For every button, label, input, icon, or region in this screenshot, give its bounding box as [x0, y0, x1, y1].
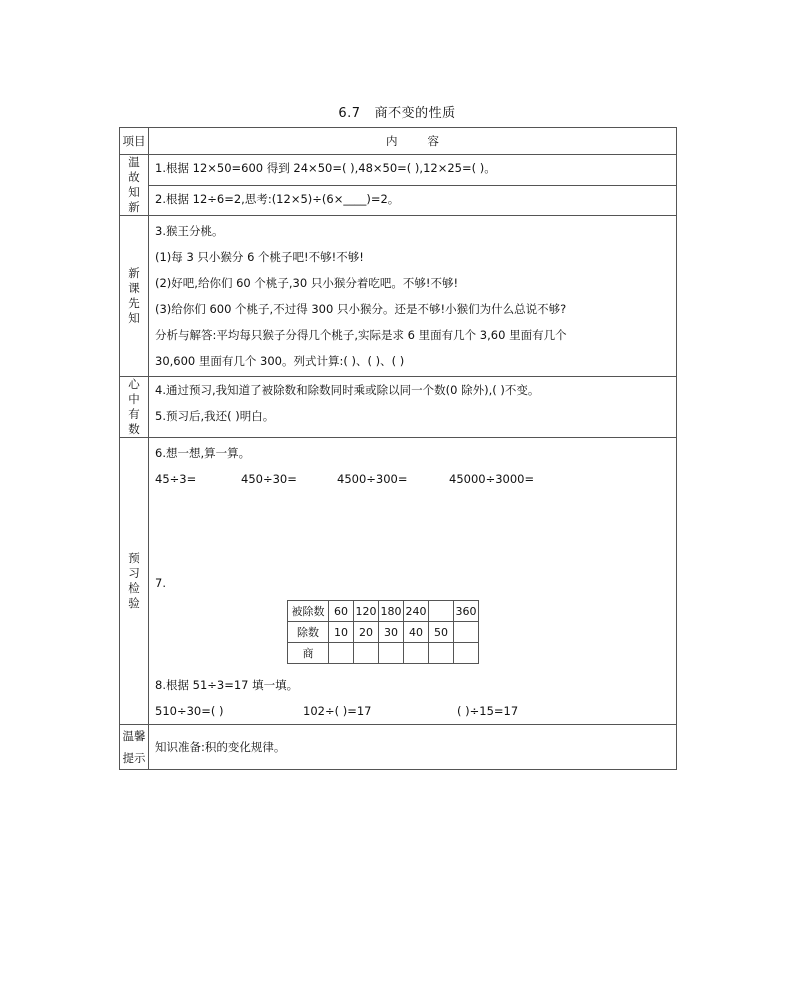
- question-4: 4.通过预习,我知道了被除数和除数同时乘或除以同一个数(0 除外),( )不变。: [155, 383, 540, 397]
- q7-cell: [329, 643, 354, 664]
- q7-cell: [404, 643, 429, 664]
- question-2: 2.根据 12÷6=2,思考:(12×5)÷(6×____)=2。: [155, 191, 400, 206]
- q7-cell: 360: [454, 601, 479, 622]
- q7-cell: 40: [404, 622, 429, 643]
- q3-line-1: (1)每 3 只小猴分 6 个桃子吧!不够!不够!: [155, 250, 364, 264]
- q3-analysis-1: 分析与解答:平均每只猴子分得几个桃子,实际是求 6 里面有几个 3,60 里面有几个: [155, 328, 567, 342]
- question-7: 7.: [155, 576, 166, 590]
- header-row: [120, 128, 677, 155]
- q7-table: [287, 600, 479, 664]
- q7-cell: 10: [329, 622, 354, 643]
- q7-cell: [454, 622, 479, 643]
- q7-row-divisor: [288, 622, 479, 643]
- calc-4: 45000÷3000=: [449, 472, 535, 486]
- q6-answer-space: [149, 492, 676, 570]
- check-row: [120, 438, 677, 725]
- question-1: 1.根据 12×50=600 得到 24×50=( ),48×50=( ),12×25=( )。: [155, 161, 496, 175]
- new-lesson-row: [120, 216, 677, 377]
- q6-calculations: [149, 466, 676, 492]
- heart-label: 心 中 有 数: [120, 377, 149, 438]
- q7-cell: [354, 643, 379, 664]
- q3-line-3: (3)给你们 600 个桃子,不过得 300 只小猴分。还是不够!小猴们为什么总说不够?: [155, 302, 567, 316]
- q7-cell: 60: [329, 601, 354, 622]
- calc-2: 450÷30=: [241, 472, 297, 486]
- q7-head-divisor: 除数: [288, 622, 329, 643]
- question-5: 5.预习后,我还( )明白。: [155, 409, 275, 423]
- question-8: 8.根据 51÷3=17 填一填。: [155, 678, 299, 692]
- header-content: 内 容: [149, 128, 677, 155]
- q7-cell: 240: [404, 601, 429, 622]
- q7-cell: 50: [429, 622, 454, 643]
- q7-head-quotient: 商: [288, 643, 329, 664]
- check-label: 预 习 检 验: [120, 438, 149, 725]
- calc-1: 45÷3=: [155, 472, 197, 486]
- q7-cell: 20: [354, 622, 379, 643]
- tip-row: [120, 725, 677, 770]
- q7-cell: [429, 601, 454, 622]
- new-lesson-label: 新 课 先 知: [120, 216, 149, 377]
- tip-label: 温馨 提示: [120, 725, 149, 770]
- q7-cell: [379, 643, 404, 664]
- q7-cell: [429, 643, 454, 664]
- calc-3: 4500÷300=: [337, 472, 408, 486]
- review-row-1: [120, 155, 677, 186]
- fill-3: ( )÷15=17: [457, 704, 519, 718]
- q7-cell: 30: [379, 622, 404, 643]
- question-6: 6.想一想,算一算。: [155, 446, 251, 460]
- tip-text: 知识准备:积的变化规律。: [155, 740, 286, 754]
- title-text: 商不变的性质: [374, 106, 456, 121]
- q3-line-2: (2)好吧,给你们 60 个桃子,30 只小猴分着吃吧。不够!不够!: [155, 276, 459, 290]
- q7-head-dividend: 被除数: [288, 601, 329, 622]
- review-row-2: [120, 185, 677, 216]
- q7-cell: 120: [354, 601, 379, 622]
- worksheet-table: [119, 127, 677, 770]
- section-number: 6.7: [338, 106, 361, 121]
- q7-cell: 180: [379, 601, 404, 622]
- header-project: 项目: [120, 128, 149, 155]
- fill-1: 510÷30=( ): [155, 704, 224, 718]
- review-label: 温 故 知 新: [120, 155, 149, 216]
- question-3: 3.猴王分桃。: [155, 224, 224, 238]
- q3-analysis-2: 30,600 里面有几个 300。列式计算:( )、( )、( ): [155, 354, 405, 368]
- q7-cell: [454, 643, 479, 664]
- heart-row: [120, 377, 677, 438]
- q7-row-dividend: [288, 601, 479, 622]
- q8-fill: [149, 698, 676, 724]
- q7-row-quotient: [288, 643, 479, 664]
- fill-2: 102÷( )=17: [303, 704, 372, 718]
- page-title: [0, 102, 794, 121]
